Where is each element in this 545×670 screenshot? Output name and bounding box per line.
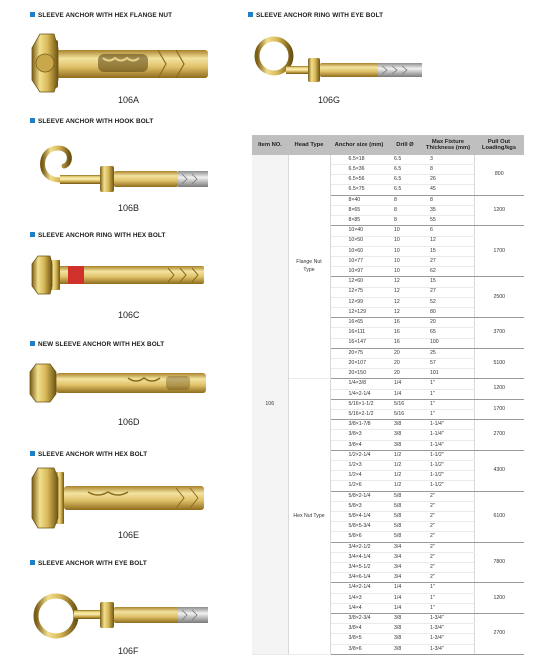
item-number-cell: 106	[252, 155, 288, 655]
thickness-cell: 2"	[422, 542, 474, 552]
thickness-cell: 100	[422, 338, 474, 348]
head-type-cell: Flange Nut Type	[288, 155, 330, 379]
drill-cell: 1/4	[388, 593, 422, 603]
product-code-106e: 106E	[118, 530, 140, 540]
anchor-size-cell: 5/8×6	[330, 532, 388, 542]
sleeve-anchor-eye-bolt-image	[28, 578, 218, 648]
thickness-cell: 52	[422, 297, 474, 307]
thickness-cell: 15	[422, 246, 474, 256]
drill-cell: 20	[388, 358, 422, 368]
drill-cell: 3/8	[388, 614, 422, 624]
anchor-size-cell: 12×60	[330, 277, 388, 287]
product-title-106e: SLEEVE ANCHOR WITH HEX BOLT	[30, 451, 147, 458]
drill-cell: 3/8	[388, 420, 422, 430]
thickness-cell: 1-3/4"	[422, 614, 474, 624]
drill-cell: 10	[388, 246, 422, 256]
thickness-cell: 1"	[422, 593, 474, 603]
anchor-size-cell: 20×107	[330, 358, 388, 368]
header-item-no: Item NO.	[252, 135, 288, 155]
thickness-cell: 2"	[422, 511, 474, 521]
drill-cell: 12	[388, 307, 422, 317]
anchor-size-cell: 10×60	[330, 246, 388, 256]
thickness-cell: 1-1/4"	[422, 420, 474, 430]
anchor-size-cell: 6.5×75	[330, 185, 388, 195]
anchor-size-cell: 3/8×2-3/4	[330, 614, 388, 624]
anchor-size-cell: 16×111	[330, 328, 388, 338]
drill-cell: 3/8	[388, 644, 422, 654]
anchor-size-cell: 3/8×4	[330, 624, 388, 634]
thickness-cell: 1-3/4"	[422, 644, 474, 654]
anchor-size-cell: 3/8×5	[330, 634, 388, 644]
thickness-cell: 1"	[422, 583, 474, 593]
pull-out-loading-cell: 2700	[474, 614, 524, 655]
drill-cell: 6.5	[388, 175, 422, 185]
pull-out-loading-cell: 1700	[474, 399, 524, 419]
anchor-size-cell: 6.5×18	[330, 155, 388, 165]
thickness-cell: 1"	[422, 399, 474, 409]
anchor-size-cell: 1/2×3	[330, 460, 388, 470]
product-title-106b: SLEEVE ANCHOR WITH HOOK BOLT	[30, 118, 153, 125]
drill-cell: 1/4	[388, 389, 422, 399]
table-row	[252, 155, 524, 165]
pull-out-loading-cell: 2700	[474, 420, 524, 451]
anchor-size-cell: 8×40	[330, 195, 388, 205]
anchor-size-cell: 3/4×5-1/2	[330, 563, 388, 573]
header-max-fixture-thickness: Max Fixture Thickness (mm)	[422, 135, 474, 155]
drill-cell: 20	[388, 369, 422, 379]
drill-cell: 3/8	[388, 624, 422, 634]
drill-cell: 1/4	[388, 583, 422, 593]
product-code-106g: 106G	[318, 95, 341, 105]
anchor-size-cell: 1/4×2-1/4	[330, 583, 388, 593]
drill-cell: 3/4	[388, 563, 422, 573]
thickness-cell: 2"	[422, 532, 474, 542]
pull-out-loading-cell: 1200	[474, 195, 524, 226]
thickness-cell: 15	[422, 277, 474, 287]
anchor-size-cell: 3/8×3	[330, 430, 388, 440]
specification-table-body	[252, 155, 524, 655]
anchor-size-cell: 3/8×1-7/8	[330, 420, 388, 430]
thickness-cell: 2"	[422, 552, 474, 562]
drill-cell: 12	[388, 277, 422, 287]
product-code-106b: 106B	[118, 203, 140, 213]
thickness-cell: 62	[422, 267, 474, 277]
anchor-size-cell: 3/8×4	[330, 440, 388, 450]
drill-cell: 10	[388, 256, 422, 266]
product-code-106d: 106D	[118, 417, 140, 427]
anchor-size-cell: 5/8×5-3/4	[330, 522, 388, 532]
anchor-size-cell: 3/8×6	[330, 644, 388, 654]
anchor-size-cell: 6.5×56	[330, 175, 388, 185]
header-head-type: Head Type	[288, 135, 330, 155]
drill-cell: 16	[388, 338, 422, 348]
thickness-cell: 1"	[422, 379, 474, 389]
anchor-size-cell: 20×75	[330, 348, 388, 358]
thickness-cell: 1-1/2"	[422, 460, 474, 470]
thickness-cell: 1-1/2"	[422, 471, 474, 481]
drill-cell: 10	[388, 226, 422, 236]
new-sleeve-anchor-hex-bolt-image	[28, 360, 218, 410]
sleeve-anchor-hook-bolt-image	[30, 138, 220, 208]
anchor-size-cell: 1/2×2-1/4	[330, 450, 388, 460]
anchor-size-cell: 10×40	[330, 226, 388, 236]
thickness-cell: 27	[422, 287, 474, 297]
drill-cell: 1/4	[388, 379, 422, 389]
sleeve-anchor-hex-bolt-image	[28, 466, 218, 530]
drill-cell: 5/16	[388, 399, 422, 409]
thickness-cell: 6	[422, 226, 474, 236]
product-code-106a: 106A	[118, 95, 140, 105]
anchor-size-cell: 16×147	[330, 338, 388, 348]
table-header-row	[252, 135, 524, 155]
product-code-106f: 106F	[118, 646, 139, 656]
drill-cell: 1/2	[388, 450, 422, 460]
table-row	[252, 379, 524, 389]
thickness-cell: 25	[422, 348, 474, 358]
thickness-cell: 1"	[422, 409, 474, 419]
anchor-size-cell: 3/4×4-1/4	[330, 552, 388, 562]
anchor-size-cell: 6.5×36	[330, 165, 388, 175]
drill-cell: 1/4	[388, 603, 422, 613]
pull-out-loading-cell: 1700	[474, 226, 524, 277]
drill-cell: 8	[388, 205, 422, 215]
thickness-cell: 57	[422, 358, 474, 368]
pull-out-loading-cell: 4300	[474, 450, 524, 491]
anchor-size-cell: 5/16×2-1/2	[330, 409, 388, 419]
pull-out-loading-cell: 1200	[474, 379, 524, 399]
drill-cell: 5/8	[388, 532, 422, 542]
thickness-cell: 1-1/2"	[422, 450, 474, 460]
thickness-cell: 45	[422, 185, 474, 195]
pull-out-loading-cell: 2500	[474, 277, 524, 318]
product-title-106g: SLEEVE ANCHOR RING WITH EYE BOLT	[248, 12, 383, 19]
drill-cell: 10	[388, 236, 422, 246]
thickness-cell: 80	[422, 307, 474, 317]
header-anchor-size: Anchor size (mm)	[330, 135, 388, 155]
sleeve-anchor-hex-flange-nut-image	[28, 28, 218, 98]
anchor-size-cell: 1/4×3	[330, 593, 388, 603]
pull-out-loading-cell: 800	[474, 155, 524, 195]
header-pull-out-loading: Pull Out Loading/kgs	[474, 135, 524, 155]
anchor-size-cell: 1/2×6	[330, 481, 388, 491]
drill-cell: 3/8	[388, 634, 422, 644]
thickness-cell: 27	[422, 256, 474, 266]
product-title-106c: SLEEVE ANCHOR RING WITH HEX BOLT	[30, 232, 165, 239]
anchor-size-cell: 1/4×4	[330, 603, 388, 613]
anchor-size-cell: 3/4×2-1/2	[330, 542, 388, 552]
drill-cell: 3/4	[388, 552, 422, 562]
drill-cell: 3/4	[388, 542, 422, 552]
thickness-cell: 101	[422, 369, 474, 379]
drill-cell: 1/2	[388, 471, 422, 481]
specification-table	[252, 135, 524, 655]
anchor-size-cell: 5/8×2-1/4	[330, 491, 388, 501]
anchor-size-cell: 10×97	[330, 267, 388, 277]
anchor-size-cell: 16×65	[330, 318, 388, 328]
drill-cell: 16	[388, 318, 422, 328]
anchor-size-cell: 8×65	[330, 205, 388, 215]
drill-cell: 8	[388, 195, 422, 205]
thickness-cell: 1"	[422, 603, 474, 613]
head-type-cell: Hex Nut Type	[288, 379, 330, 655]
drill-cell: 3/4	[388, 573, 422, 583]
thickness-cell: 35	[422, 205, 474, 215]
thickness-cell: 20	[422, 318, 474, 328]
anchor-size-cell: 5/8×3	[330, 501, 388, 511]
thickness-cell: 3	[422, 155, 474, 165]
drill-cell: 1/2	[388, 460, 422, 470]
thickness-cell: 65	[422, 328, 474, 338]
product-title-106f: SLEEVE ANCHOR WITH EYE BOLT	[30, 560, 147, 567]
thickness-cell: 1"	[422, 389, 474, 399]
anchor-size-cell: 12×75	[330, 287, 388, 297]
thickness-cell: 8	[422, 195, 474, 205]
thickness-cell: 2"	[422, 501, 474, 511]
drill-cell: 6.5	[388, 155, 422, 165]
drill-cell: 1/2	[388, 481, 422, 491]
product-title-106a: SLEEVE ANCHOR WITH HEX FLANGE NUT	[30, 12, 172, 19]
thickness-cell: 12	[422, 236, 474, 246]
anchor-size-cell: 10×77	[330, 256, 388, 266]
anchor-size-cell: 12×129	[330, 307, 388, 317]
anchor-size-cell: 1/2×4	[330, 471, 388, 481]
thickness-cell: 55	[422, 216, 474, 226]
sleeve-anchor-ring-eye-bolt-image	[250, 30, 440, 100]
drill-cell: 3/8	[388, 430, 422, 440]
anchor-size-cell: 1/4×2-1/4	[330, 389, 388, 399]
thickness-cell: 1-3/4"	[422, 624, 474, 634]
thickness-cell: 2"	[422, 522, 474, 532]
anchor-size-cell: 5/16×1-1/2	[330, 399, 388, 409]
pull-out-loading-cell: 7800	[474, 542, 524, 583]
sleeve-anchor-ring-hex-bolt-image	[28, 250, 218, 300]
drill-cell: 6.5	[388, 165, 422, 175]
thickness-cell: 1-1/4"	[422, 430, 474, 440]
header-drill: Drill Ø	[388, 135, 422, 155]
anchor-size-cell: 1/4×3/8	[330, 379, 388, 389]
drill-cell: 6.5	[388, 185, 422, 195]
drill-cell: 3/8	[388, 440, 422, 450]
anchor-size-cell: 12×99	[330, 297, 388, 307]
thickness-cell: 2"	[422, 563, 474, 573]
thickness-cell: 1-3/4"	[422, 634, 474, 644]
anchor-size-cell: 20×150	[330, 369, 388, 379]
anchor-size-cell: 10×50	[330, 236, 388, 246]
thickness-cell: 2"	[422, 573, 474, 583]
pull-out-loading-cell: 6100	[474, 491, 524, 542]
drill-cell: 12	[388, 287, 422, 297]
drill-cell: 10	[388, 267, 422, 277]
drill-cell: 5/8	[388, 522, 422, 532]
drill-cell: 5/16	[388, 409, 422, 419]
anchor-size-cell: 8×85	[330, 216, 388, 226]
thickness-cell: 8	[422, 165, 474, 175]
thickness-cell: 26	[422, 175, 474, 185]
drill-cell: 5/8	[388, 511, 422, 521]
anchor-size-cell: 3/4×6-1/4	[330, 573, 388, 583]
pull-out-loading-cell: 3700	[474, 318, 524, 349]
pull-out-loading-cell: 5100	[474, 348, 524, 379]
drill-cell: 12	[388, 297, 422, 307]
pull-out-loading-cell: 1200	[474, 583, 524, 614]
thickness-cell: 1-1/4"	[422, 440, 474, 450]
product-title-106d: NEW SLEEVE ANCHOR WITH HEX BOLT	[30, 341, 164, 348]
drill-cell: 20	[388, 348, 422, 358]
thickness-cell: 1-1/2"	[422, 481, 474, 491]
thickness-cell: 2"	[422, 491, 474, 501]
product-code-106c: 106C	[118, 310, 140, 320]
anchor-size-cell: 5/8×4-1/4	[330, 511, 388, 521]
drill-cell: 16	[388, 328, 422, 338]
drill-cell: 5/8	[388, 491, 422, 501]
drill-cell: 5/8	[388, 501, 422, 511]
drill-cell: 8	[388, 216, 422, 226]
